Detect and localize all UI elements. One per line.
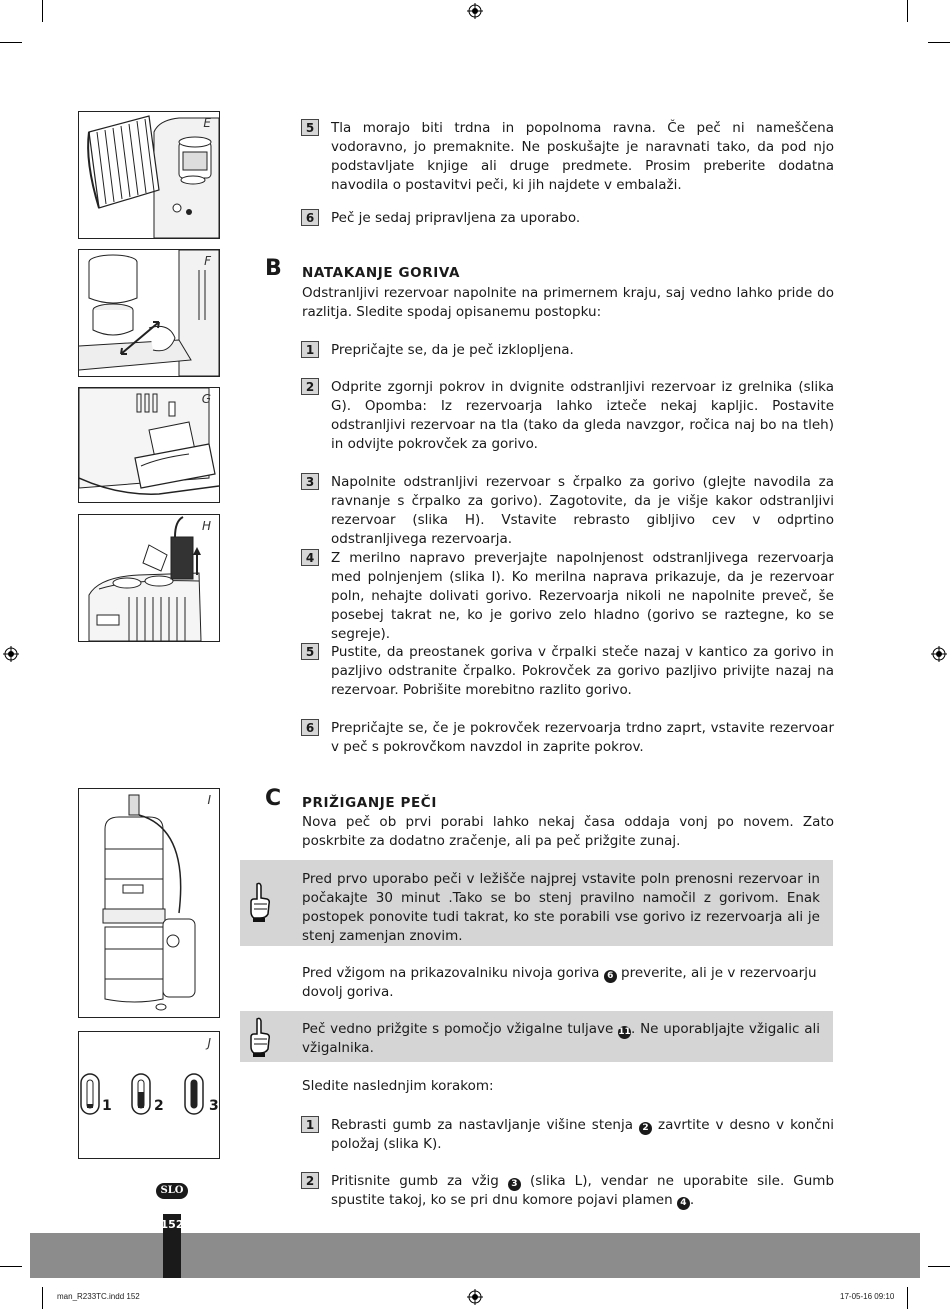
step-item: [301, 209, 834, 231]
step-number: 3: [301, 473, 319, 490]
gauge-level-label: 1: [102, 1098, 112, 1114]
crop-mark: [928, 42, 950, 43]
step-number: 5: [301, 643, 319, 660]
gauge-level-label: 3: [209, 1098, 219, 1114]
reference-number: 6: [604, 970, 617, 983]
step-text-a: Pritisnite gumb za vžig: [331, 1173, 499, 1189]
pointing-hand-icon: [248, 1017, 272, 1057]
step-text: [331, 1116, 834, 1154]
crop-mark: [907, 1287, 908, 1309]
registration-mark-icon: [3, 646, 19, 662]
file-slug: man_R233TC.indd 152: [57, 1292, 140, 1301]
step-number: 6: [301, 209, 319, 226]
step-text: Odprite zgornji pokrov in dvignite odstranljivi rezervoar iz grelnika (slika G). Opomba: Iz rezervoarja lahko izteče nekaj kapljic. Postavite odstranljivi rezervoar na tla (tako da gleda navzgor, ročica naj bo na tleh) in odvijte pokrovček za gorivo.: [331, 379, 834, 452]
crop-mark: [42, 1287, 43, 1309]
gauge-level-2-icon: [130, 1072, 152, 1116]
figure-label: J: [207, 1036, 211, 1050]
step-number: 1: [301, 341, 319, 358]
step-number: 2: [301, 378, 319, 395]
step-number: 2: [301, 1172, 319, 1189]
note-text-a: Peč vedno prižgite s pomočjo vžigalne tuljave: [302, 1021, 614, 1037]
step-number: 5: [301, 119, 319, 136]
gauge-check-text: [302, 964, 834, 1002]
section-title: NATAKANJE GORIVA: [302, 265, 461, 281]
step-number: 4: [301, 549, 319, 566]
page-number: 152: [160, 1218, 184, 1231]
step-text: Prepričajte se, da je peč izklopljena.: [331, 342, 574, 358]
section-letter: B: [265, 256, 282, 281]
print-timestamp: 17-05-16 09:10: [840, 1292, 895, 1301]
pointing-hand-icon: [248, 882, 272, 922]
figure-e: [78, 111, 220, 239]
note-text: Pred prvo uporabo peči v ležišče najprej vstavite poln prenosni rezervoar in počakajte 30 minut .Tako se bo stenj pravilno namočil z gorivom. Enak postopek ponovite tudi takrat, ko ste porabili vse gorivo iz rezervoarja ali je stenj zamenjan znovim.: [302, 871, 820, 944]
section-intro: Odstranljivi rezervoar napolnite na primernem kraju, saj vedno lahko pride do razlitja. Sledite spodaj opisanemu postopku:: [302, 285, 834, 320]
step-item: [301, 549, 834, 642]
step-number: 6: [301, 719, 319, 736]
crop-mark: [907, 0, 908, 22]
note-box: [240, 860, 833, 946]
note-text: [302, 1020, 820, 1058]
step-item: [301, 119, 834, 199]
gauge-level-3-icon: [183, 1072, 205, 1116]
figure-f: [78, 249, 220, 377]
gauge-check-text-b: preverite, ali je v rezervoarju dovolj goriva.: [302, 965, 817, 1000]
crop-mark: [0, 42, 22, 43]
registration-mark-icon: [467, 1289, 483, 1305]
step-item: [301, 1172, 834, 1212]
gauge-level-1-icon: [79, 1072, 101, 1116]
figure-j: [78, 1031, 220, 1159]
figure-label: H: [201, 519, 211, 533]
gauge-level-label: 2: [154, 1098, 164, 1114]
figure-label: G: [201, 392, 211, 406]
section-letter: C: [265, 786, 282, 811]
fuel-tank-gauge-illustration-icon: [79, 789, 219, 1017]
tank-cap-illustration-icon: [79, 250, 219, 376]
step-item: [301, 1116, 834, 1156]
removable-tank-illustration-icon: [79, 388, 219, 502]
crop-mark: [928, 1266, 950, 1267]
step-text-a: Rebrasti gumb za nastavljanje višine stenja: [331, 1117, 634, 1133]
step-text-b: (slika L), vendar ne uporabite sile. Gumb spustite takoj, ko se pri dnu komore pojavi plamen: [331, 1173, 835, 1208]
step-item: [301, 719, 834, 759]
registration-mark-icon: [931, 646, 947, 662]
step-text: Peč je sedaj pripravljena za uporabo.: [331, 210, 581, 226]
figure-h: [78, 514, 220, 642]
step-text: [331, 1172, 834, 1210]
registration-mark-icon: [467, 3, 483, 19]
reference-number: 3: [508, 1178, 521, 1191]
section-intro: Nova peč ob prvi porabi lahko nekaj časa oddaja vonj po novem. Zato poskrbite za dodatno zračenje, ali pa peč prižgite zunaj.: [302, 814, 834, 849]
figure-i: [78, 788, 220, 1018]
note-text-b: . Ne uporabljajte vžigalic ali vžigalnika.: [302, 1021, 820, 1056]
step-item: [301, 378, 834, 458]
fuel-pump-illustration-icon: [79, 515, 219, 641]
step-item: [301, 473, 834, 547]
section-title: PRIŽIGANJE PEČI: [302, 795, 437, 811]
step-number: 1: [301, 1116, 319, 1133]
gauge-check-text-a: Pred vžigom na prikazovalniku nivoja goriva: [302, 965, 600, 981]
figure-label: F: [204, 254, 211, 268]
reference-number: 2: [639, 1122, 652, 1135]
step-item: [301, 341, 834, 363]
heater-grille-illustration-icon: [79, 112, 219, 238]
step-text: Tla morajo biti trdna in popolnoma ravna. Če peč ni nameščena vodoravno, jo premaknite. Ne poskušajte je naravnati tako, da pod njo podstavljate knjige ali druge predmete. Prosim preberite dodatna navodila o postavitvi peči, ki jih najdete v embalaži.: [331, 120, 834, 193]
step-item: [301, 643, 834, 703]
reference-number: 4: [677, 1197, 690, 1210]
figure-g: [78, 387, 220, 503]
follow-steps-text: Sledite naslednjim korakom:: [302, 1078, 494, 1094]
language-badge: SLO: [156, 1183, 188, 1199]
step-text: Prepričajte se, če je pokrovček rezervoarja trdno zaprt, vstavite rezervoar v peč s pokrovčkom navzdol in zaprite pokrov.: [331, 720, 834, 755]
crop-mark: [42, 0, 43, 22]
step-text: Pustite, da preostanek goriva v črpalki steče nazaj v kantico za gorivo in pazljivo odstranite črpalko. Pokrovček za gorivo pazljivo privijte nazaj na rezervoar. Pobrišite morebitno razlito gorivo.: [331, 644, 834, 698]
step-text-c: .: [689, 1192, 695, 1208]
figure-label: I: [207, 793, 211, 807]
step-text: Z merilno napravo preverjajte napolnjenost odstranljivega rezervoarja med polnjenjem (slika I). Ko merilna naprava prikazuje, da je rezervoar poln, nehajte dolivati gorivo. Rezervoarja nikoli ne napolnite preveč, še posebej takrat ne, ko je gorivo zelo hladno (gorivo se raztegne, ko se segreje).: [331, 550, 834, 642]
figure-label: E: [203, 116, 211, 130]
step-text-b: zavrtite v desno v končni položaj (slika K).: [331, 1117, 834, 1152]
reference-number: 11: [618, 1027, 631, 1037]
crop-mark: [0, 1266, 22, 1267]
step-text: Napolnite odstranljivi rezervoar s črpalko za gorivo (glejte navodila za ravnanje s črpalko za gorivo). Zagotovite, da je višje kakor odstranljivi rezervoar (slika H). Vstavite rebrasto gibljivo cev v odprtino odstranljivega rezervoarja.: [331, 474, 834, 547]
note-box: [240, 1011, 833, 1062]
